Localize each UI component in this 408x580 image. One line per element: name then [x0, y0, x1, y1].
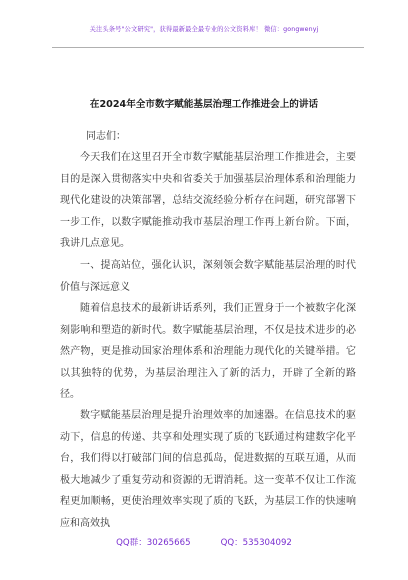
- footer-contact: [0, 536, 408, 548]
- footer-qq-group: QQ群：30265665: [116, 538, 191, 548]
- section-heading-1: 一、提高站位，强化认识，深刻领会数字赋能基层治理的时代价值与深远意义: [60, 260, 356, 293]
- header-promo-note: 关注头条号"公文研究"，获得最新最全最专业的公文资料库！ 微信：gongwenyj: [89, 26, 319, 33]
- salutation: 同志们：: [86, 131, 126, 142]
- document-title: 在2024年全市数字赋能基层治理工作推进会上的讲话: [89, 99, 319, 110]
- footer-qq-number: QQ：535304092: [220, 538, 292, 548]
- paragraph-digital-era: 随着信息技术的最新讲话系列，我们正置身于一个被数字化深刻影响和塑造的新时代。数字赋能基层治理，不仅是技术进步的必然产物，更是推动国家治理体系和治理能力现代化的关键举措。它以其独特的优势，为基层治理注入了新的活力，开辟了全新的路径。: [60, 303, 356, 400]
- header-divider: [52, 47, 364, 48]
- paragraph-efficiency: 数字赋能基层治理是提升治理效率的加速器。在信息技术的驱动下，信息的传递、共享和处理实现了质的飞跃通过构建数字化平台，我们得以打破部门间的信息孤岛，促进数据的互联互通，从而极大地减少了重复劳动和资源的无谓消耗。这一变革不仅让工作流程更加顺畅，更使治理效率实现了质的飞跃，为基层工作的快速响应和高效执: [60, 410, 356, 529]
- paragraph-intro: 今天我们在这里召开全市数字赋能基层治理工作推进会，主要目的是深入贯彻落实中央和省委关于加强基层治理体系和治理能力现代化建设的决策部署，总结交流经验分析存在问题，研究部署下一步工作，以数字赋能推动我市基层治理工作再上新台阶。下面，我讲几点意见。: [60, 152, 356, 249]
